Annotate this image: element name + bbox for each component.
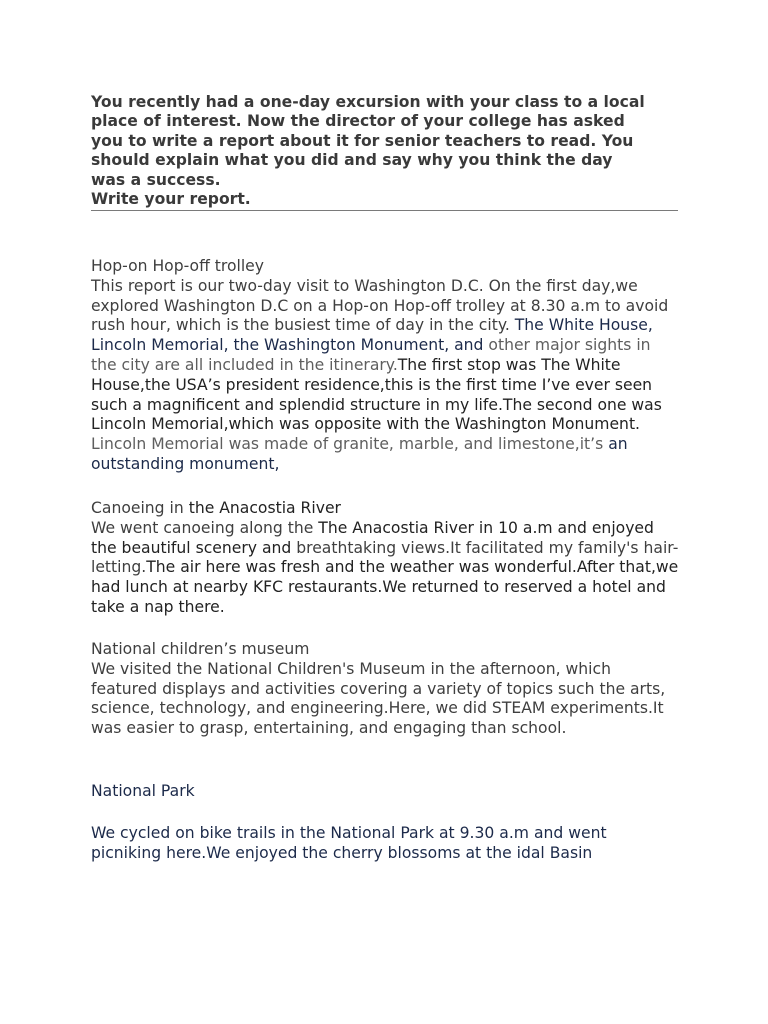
section-paragraph (91, 519, 681, 618)
paragraph-text: The first stop was The White House,the USA’s president residence,this is the first time I’ve ever seen such a magnificent and splendid structure in my life.The second one was Lincoln Memorial,which was opposite with the Washington Monument. (91, 355, 662, 434)
section-park-body (91, 824, 681, 864)
section-paragraph (91, 277, 681, 475)
section-heading: National Park (91, 782, 195, 800)
section-museum (91, 640, 681, 739)
prompt-line: was a success. (91, 170, 221, 189)
section-canoe (91, 499, 681, 618)
prompt-line: place of interest. Now the director of your college has asked (91, 112, 625, 131)
paragraph-text: We went canoeing along the (91, 518, 319, 537)
section-heading: National children’s museum (91, 640, 310, 658)
divider-line (91, 210, 678, 211)
paragraph-text: was made of granite, marble, and limestone,it’s (223, 435, 604, 454)
section-heading (91, 499, 681, 519)
document-page (91, 93, 681, 211)
paragraph-text: an outstanding monument, (91, 435, 628, 473)
paragraph-text: The Anacostia River in 10 a.m and enjoyed the beautiful scenery and (91, 518, 654, 557)
heading-text: the Anacostia River (183, 499, 341, 517)
heading-text: Canoeing in (91, 499, 184, 517)
paragraph-text: other major sights in the city are all included in the itinerary. (91, 336, 651, 374)
paragraph-text: breathtaking views.It facilitated my family's hair-letting. (91, 538, 679, 577)
paragraph-text: The White House, Lincoln Memorial, the Washington Monument, and (91, 316, 653, 355)
section-paragraph: We visited the National Children's Museum in the afternoon, which featured displays and activities covering a variety of topics such the arts, science, technology, and engineering.Here, we did STEAM experiments.It was easier to grasp, entertaining, and engaging than school. (91, 659, 666, 738)
section-park (91, 782, 681, 802)
prompt-instruction: Write your report. (91, 190, 251, 209)
prompt-line: should explain what you did and say why you think the day (91, 151, 613, 170)
section-trolley (91, 257, 681, 475)
prompt-line: You recently had a one-day excursion with your class to a local (91, 93, 645, 111)
section-heading: Hop-on Hop-off trolley (91, 257, 264, 275)
task-prompt (91, 93, 681, 209)
section-paragraph: We cycled on bike trails in the National Park at 9.30 a.m and went picniking here.We enjoyed the cherry blossoms at the idal Basin (91, 824, 607, 862)
paragraph-text: The air here was fresh and the weather was wonderful.After that,we had lunch at nearby KFC restaurants.We returned to reserved a hotel and take a nap there. (91, 558, 679, 616)
paragraph-text: Lincoln Memorial (91, 435, 224, 454)
paragraph-text: This report is our two-day visit to Washington D.C. On the first day,we explored Washington D.C on a Hop-on Hop-off trolley at 8.30 a.m to avoid rush hour, which is the busiest time of day in the city. (91, 276, 669, 335)
prompt-line: you to write a report about it for senior teachers to read. You (91, 131, 634, 150)
